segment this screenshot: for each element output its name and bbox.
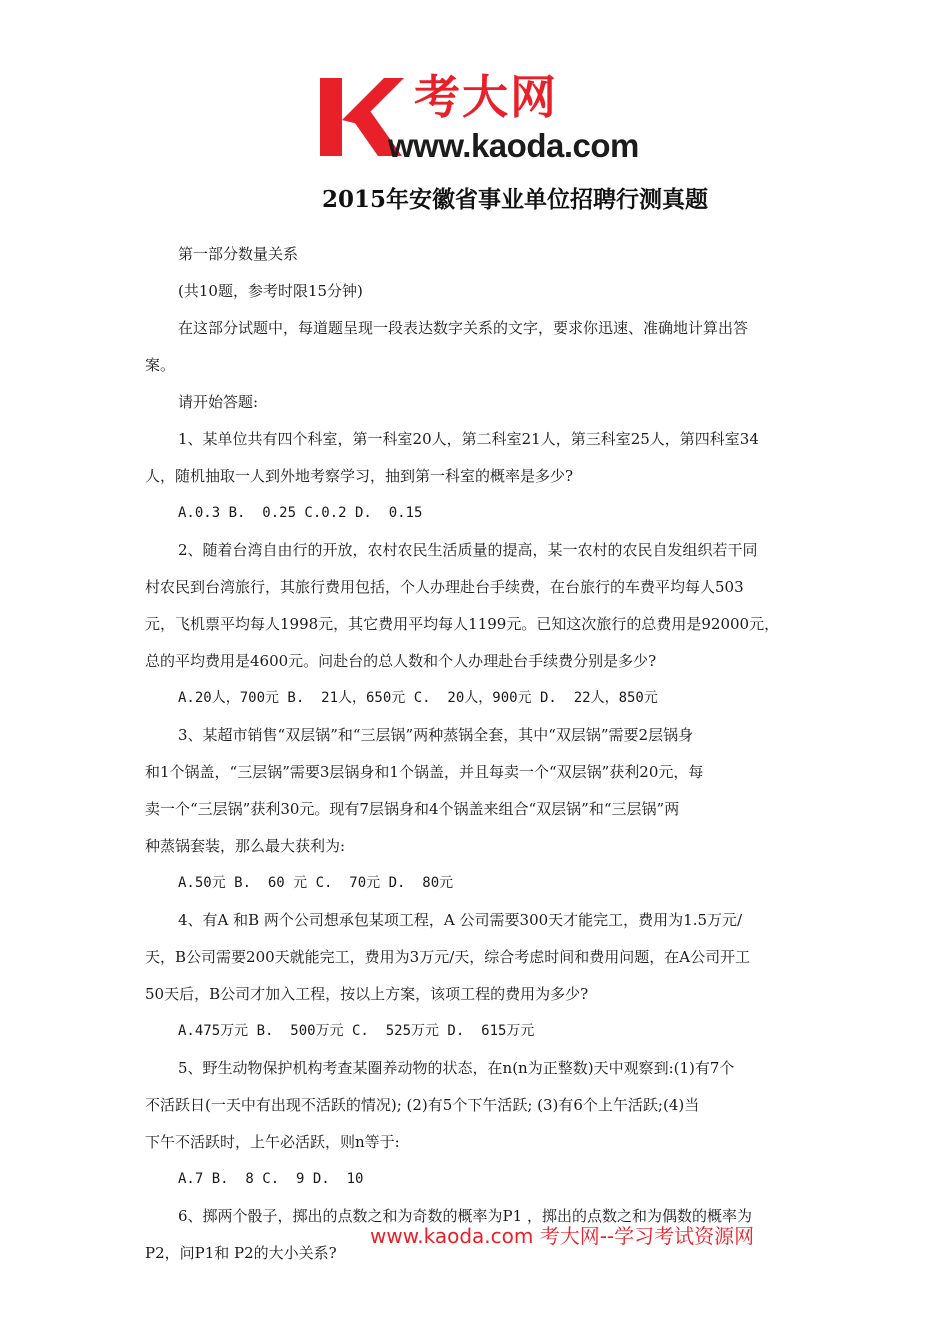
instruction-line: 案。 <box>145 356 176 374</box>
question-3-line: 3、某超市销售“双层锅”和“三层锅”两种蒸锅全套，其中“双层锅”需要2层锅身 <box>178 726 694 744</box>
question-2-line: 总的平均费用是4600元。问赴台的总人数和个人办理赴台手续费分别是多少? <box>145 652 657 670</box>
question-2-line: 村农民到台湾旅行，其旅行费用包括，个人办理赴台手续费，在台旅行的车费平均每人503 <box>145 578 744 596</box>
section-meta: (共10题，参考时限15分钟) <box>178 282 363 300</box>
logo-brand-cn: 考大网 <box>414 70 558 124</box>
question-6-line: P2，问P1和 P2的大小关系? <box>145 1244 337 1262</box>
question-5-line: 下午不活跃时，上午必活跃，则n等于: <box>145 1133 400 1151</box>
footer-link[interactable]: www.kaoda.com 考大网--学习考试资源网 <box>370 1224 755 1248</box>
page-title: 2015年安徽省事业单位招聘行测真题 <box>321 186 708 213</box>
question-3-line: 种蒸锅套装，那么最大获利为: <box>145 837 346 855</box>
question-2-line: 元，飞机票平均每人1998元，其它费用平均每人1199元。已知这次旅行的总费用是92000元， <box>145 615 780 633</box>
question-1-line: 人，随机抽取一人到外地考察学习，抽到第一科室的概率是多少? <box>145 467 574 485</box>
question-4-line: 4、有A 和B 两个公司想承包某项工程，A 公司需要300天才能完工，费用为1.5万元/ <box>178 911 743 929</box>
kaoda-logo <box>318 72 648 164</box>
question-4-options: A.475万元 B. 500万元 C. 525万元 D. 615万元 <box>178 1023 535 1039</box>
question-2-options: A.20人，700元 B. 21人，650元 C. 20人，900元 D. 22人，850元 <box>178 690 658 706</box>
section-heading: 第一部分数量关系 <box>178 245 299 263</box>
question-1-options: A.0.3 B. 0.25 C.0.2 D. 0.15 <box>178 505 423 521</box>
question-5-line: 5、野生动物保护机构考查某圈养动物的状态，在n(n为正整数)天中观察到:(1)有7个 <box>178 1059 735 1077</box>
question-1-line: 1、某单位共有四个科室，第一科室20人，第二科室21人，第三科室25人，第四科室34 <box>178 430 759 448</box>
question-5-options: A.7 B. 8 C. 9 D. 10 <box>178 1171 364 1187</box>
start-prompt: 请开始答题: <box>178 393 259 411</box>
question-body <box>145 236 817 1272</box>
question-2-line: 2、随着台湾自由行的开放，农村农民生活质量的提高，某一农村的农民自发组织若干同 <box>178 541 758 559</box>
question-3-options: A.50元 B. 60 元 C. 70元 D. 80元 <box>178 875 454 891</box>
question-6-line: 6、掷两个骰子，掷出的点数之和为奇数的概率为P1 ，掷出的点数之和为偶数的概率为 <box>178 1207 752 1225</box>
question-3-line: 卖一个“三层锅”获利30元。现有7层锅身和4个锅盖来组合“双层锅”和“三层锅”两 <box>145 800 680 818</box>
question-3-line: 和1个锅盖，“三层锅”需要3层锅身和1个锅盖，并且每卖一个“双层锅”获利20元，每 <box>145 763 704 781</box>
logo-url: www.kaoda.com <box>388 127 639 164</box>
question-4-line: 天，B公司需要200天就能完工，费用为3万元/天，综合考虑时间和费用问题，在A公司开工 <box>145 948 751 966</box>
question-4-line: 50天后，B公司才加入工程，按以上方案，该项工程的费用为多少? <box>145 985 589 1003</box>
question-5-line: 不活跃日(一天中有出现不活跃的情况); (2)有5个下午活跃; (3)有6个上午活跃;(4)当 <box>145 1096 700 1114</box>
instruction-line: 在这部分试题中，每道题呈现一段表达数字关系的文字，要求你迅速、准确地计算出答 <box>178 319 749 337</box>
